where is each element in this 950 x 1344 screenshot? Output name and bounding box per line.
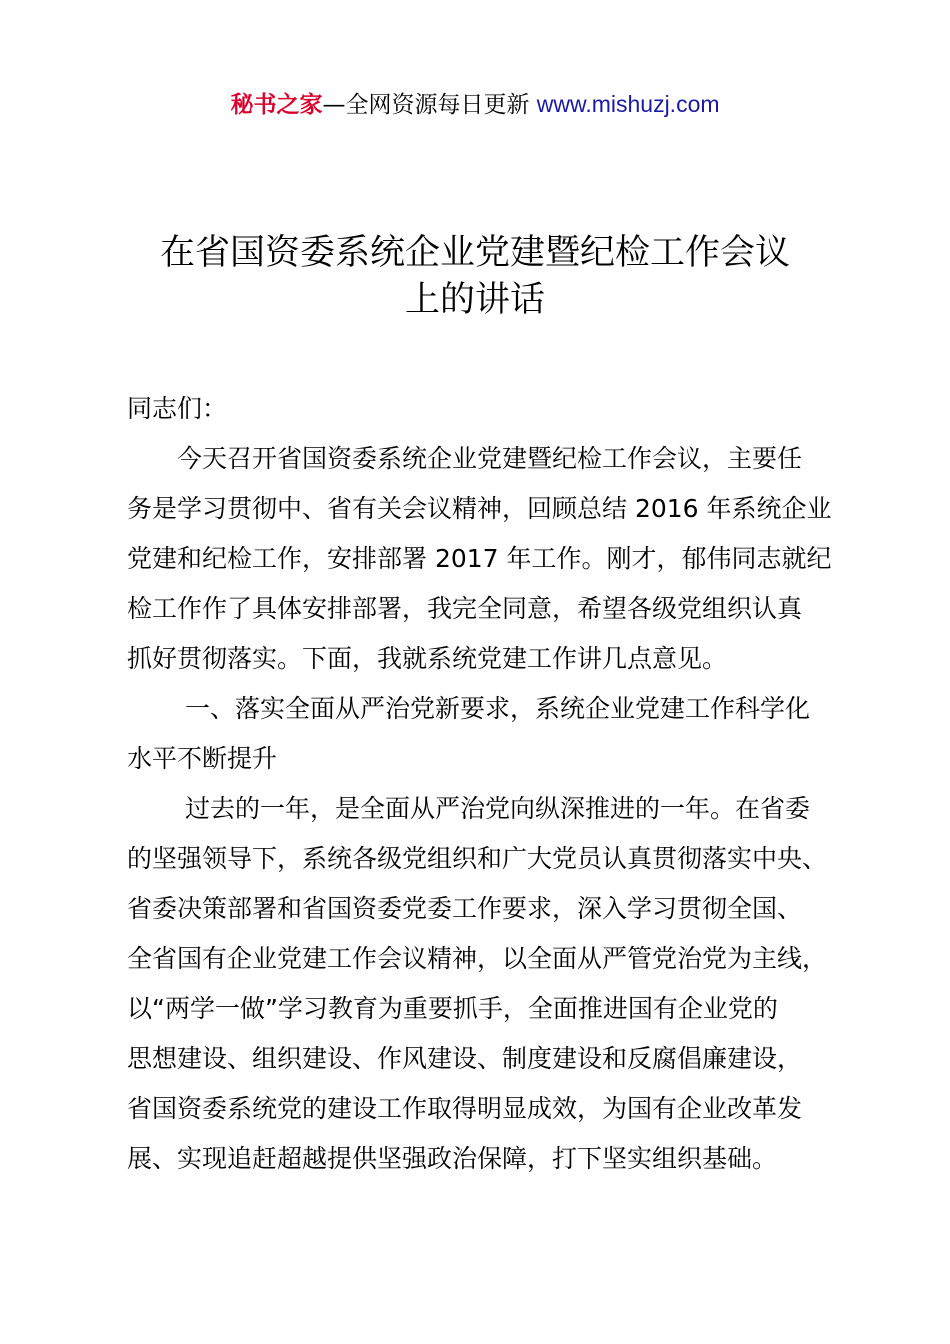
title-line-1: 在省国资委系统企业党建暨纪检工作会议: [159, 233, 790, 273]
site-header: [0, 88, 950, 121]
paragraph-line: 省国资委系统党的建设工作取得明显成效，为国有企业改革发: [127, 1094, 803, 1123]
paragraph-1: [127, 434, 852, 684]
paragraph-2: [127, 784, 852, 1184]
document-body: [127, 384, 852, 1184]
paragraph-line: 以“两学一做”学习教育为重要抓手，全面推进国有企业党的: [127, 994, 778, 1023]
paragraph-line: 全省国有企业党建工作会议精神，以全面从严管党治党为主线，: [127, 944, 828, 973]
paragraph-line: 检工作作了具体安排部署，我完全同意，希望各级党组织认真: [127, 594, 803, 623]
header-tagline: —全网资源每日更新: [322, 92, 537, 118]
salutation: 同志们：: [127, 394, 228, 423]
paragraph-line: 展、实现追赶超越提供坚强政治保障，打下坚实组织基础。: [127, 1144, 778, 1173]
heading-line: 一、落实全面从严治党新要求，系统企业党建工作科学化: [185, 694, 811, 723]
brand-name: 秘书之家: [230, 92, 323, 118]
paragraph-line: 务是学习贯彻中、省有关会议精神，回顾总结 2016 年系统企业: [127, 494, 832, 523]
paragraph-line: 今天召开省国资委系统企业党建暨纪检工作会议，主要任: [177, 444, 803, 473]
paragraph-line: 抓好贯彻落实。下面，我就系统党建工作讲几点意见。: [127, 644, 728, 673]
paragraph-line: 思想建设、组织建设、作风建设、制度建设和反腐倡廉建设，: [127, 1044, 803, 1073]
paragraph-line: 过去的一年，是全面从严治党向纵深推进的一年。在省委: [185, 794, 811, 823]
paragraph-line: 省委决策部署和省国资委党委工作要求，深入学习贯彻全国、: [127, 894, 803, 923]
document-title: [0, 230, 950, 324]
section-heading-1: [127, 684, 852, 784]
heading-line: 水平不断提升: [127, 744, 278, 773]
title-line-2: 上的讲话: [404, 280, 545, 320]
paragraph-line: 党建和纪检工作，安排部署 2017 年工作。刚才，郁伟同志就纪: [127, 544, 832, 573]
paragraph-line: 的坚强领导下，系统各级党组织和广大党员认真贯彻落实中央、: [127, 844, 828, 873]
site-url-link[interactable]: www.mishuzj.com: [536, 91, 720, 117]
